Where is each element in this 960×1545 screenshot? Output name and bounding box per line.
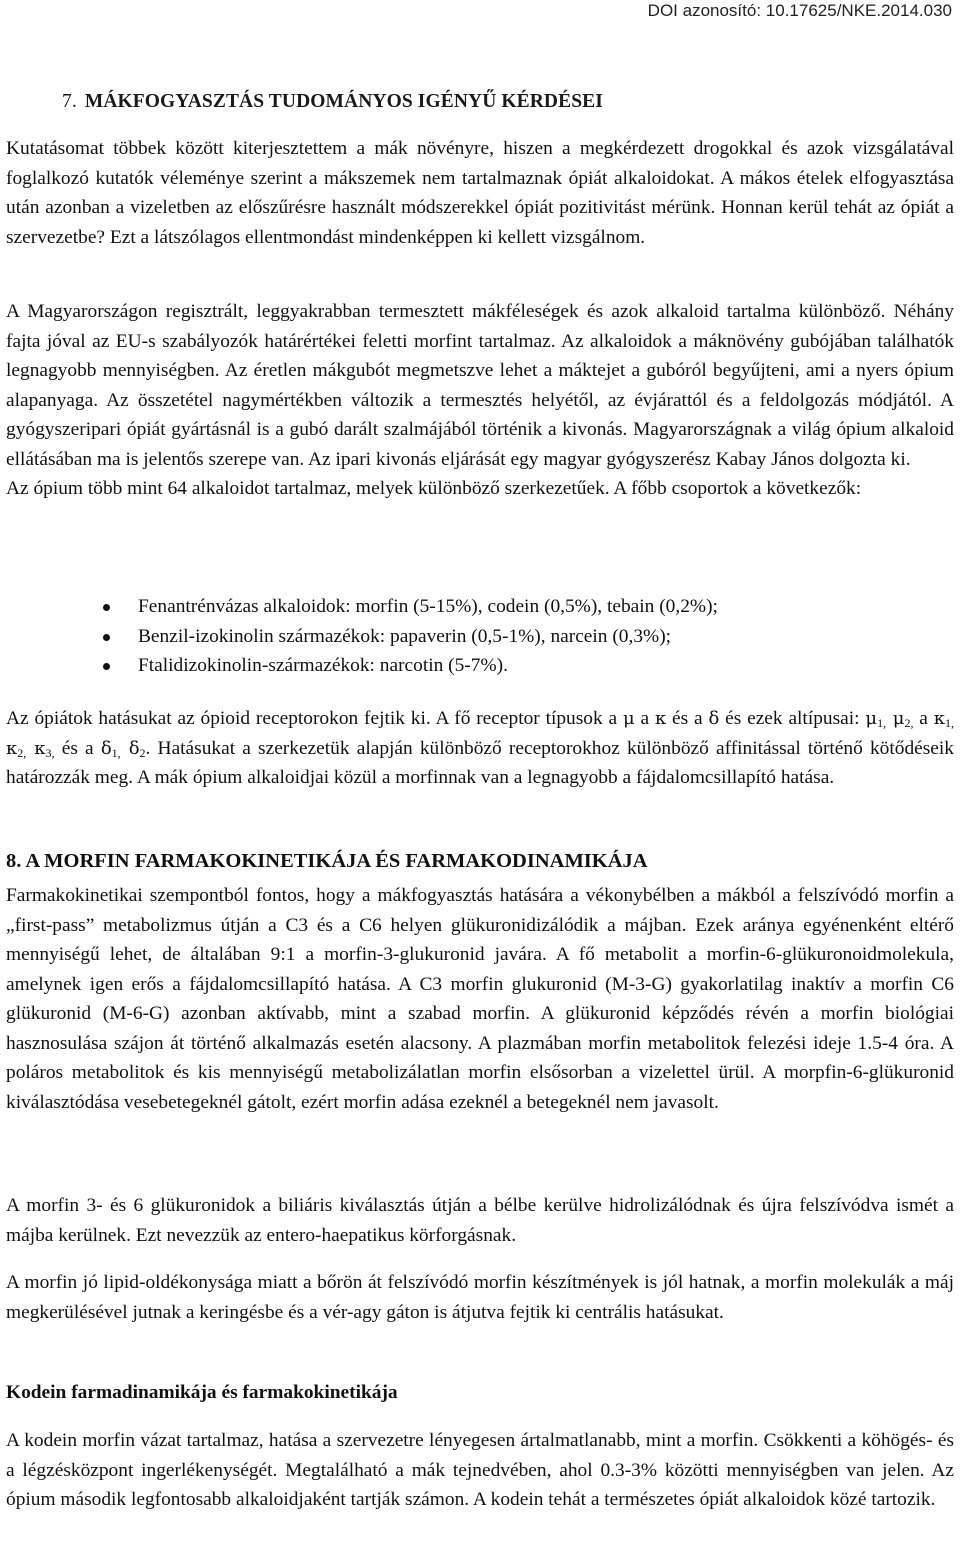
section-8-paragraph-2: A morfin 3- és 6 glükuronidok a biliáris kiválasztás útján a bélbe kerülve hidrolizálódnak és újra felszívódva ismét a májba kerülnek. Ezt nevezzük az entero-haepatikus körforgásnak. <box>6 1195 954 1246</box>
alkaloid-group-list <box>6 592 954 681</box>
section-7-paragraph-2-block <box>6 297 954 504</box>
section-8-heading-block <box>6 848 954 874</box>
section-8-paragraph-3: A morfin jó lipid-oldékonysága miatt a bőrön át felszívódó morfin készítmények is jól hatnak, a morfin molekulák a máj megkerülésével jutnak a keringésbe és a vér-agy gáton is átjutva fejtik ki centrális hatásukat. <box>6 1272 954 1323</box>
delta-symbol: δ <box>708 708 720 729</box>
section-7-paragraph-1-block <box>6 134 954 252</box>
kodein-subtitle-block <box>6 1380 954 1406</box>
section-8-paragraph-1-block <box>6 881 954 1117</box>
list-item: Benzil-izokinolin származékok: papaverin (0,5-1%), narcein (0,3%); <box>6 622 954 652</box>
section-8-paragraph-1: Farmakokinetikai szempontból fontos, hogy a mákfogyasztás hatására a vékonybélben a mákból a felszívódó morfin a „first-pass” metabolizmus útján a C3 és a C6 helyen glükuronidizálódik a májban. Ezek aránya egyénenként eltérő mennyiségű lehet, de általában 9:1 a morfin-3-glukuronid javára. A fő metabolit a morfin-6-glükuronoidmolekula, amelynek igen erős a fájdalomcsillapító hatása. A C3 morfin glukuronid (M-3-G) gyakorlatilag inaktív a morfin C6 glükuronid (M-6-G) azonban aktívabb, mint a szabad morfin. A glükuronid képződés révén a morfin biológiai hasznosulása szájon át történő alkalmazás esetén alacsony. A plazmában morfin metabolitok felezési ideje 1.5-4 óra. A poláros metabolitok és kis mennyiségű metabolizálatlan morfin elsősorban a vizelettel ürül. A morpfin-6-glükuronid kiválasztódása vesebetegeknél gátolt, ezért morfin adása ezeknél a betegeknél nem javasolt. <box>6 885 954 1113</box>
bullet-icon <box>103 663 110 670</box>
kappa-symbol: κ <box>654 708 667 729</box>
section-7-paragraph-2: A Magyarországon regisztrált, leggyakrabban termesztett mákféleségek és azok alkaloid tartalma különböző. Néhány fajta jóval az EU-s szabályozók határértékei feletti morfint tartalmaz. Az alkaloidok a máknövény gubójában találhatók legnagyobb mennyiségben. Az éretlen mákgubót megmetszve lehet a máktejet a gubóról begyűjteni, ami a nyers ópium alapanyaga. Az összetétel nagymértékben változik a termesztés helyétől, az évjárattól és a feldolgozás módjától. A gyógyszeripari ópiát gyártásnál is a gubó darált szalmájából történik a kivonás. Magyarországnak a világ ópium alkaloid ellátásában ma is jelentős szerepe van. Az ipari kivonás eljárását egy magyar gyógyszerész Kabay János dolgozta ki. <box>6 301 954 470</box>
section-7-number: 7. <box>62 91 77 112</box>
kodein-subtitle: Kodein farmadinamikája és farmakokinetikája <box>6 1382 398 1403</box>
section-7-paragraph-4-block <box>6 704 954 793</box>
list-item: Fenantrénvázas alkaloidok: morfin (5-15%), codein (0,5%), tebain (0,2%); <box>6 592 954 622</box>
bullet-icon <box>103 604 110 611</box>
section-7-paragraph-1: Kutatásomat többek között kiterjesztettem a mák növényre, hiszen a megkérdezett drogokkal és azok vizsgálatával foglalkozó kutatók véleménye szerint a mákszemek nem tartalmaznak ópiát alkaloidokat. A mákos ételek elfogyasztása után azonban a vizeletben az előszűrésre használt módszerekkel ópiát pozitivitást mérünk. Honnan kerül tehát az ópiát a szervezetbe? Ezt a látszólagos ellentmondást mindenképpen ki kellett vizsgálnom. <box>6 138 954 248</box>
section-8-paragraph-2-block <box>6 1191 954 1250</box>
section-8-paragraph-4: A kodein morfin vázat tartalmaz, hatása a szervezetre lényegesen ártalmatlanabb, mint a morfin. Csökkenti a köhögés- és a légzésközpont ingerlékenységét. Megtalálható a mák tejnedvében, ahol 0.3-3% közötti mennyiségben van jelen. Az ópium második legfontosabb alkaloidjaként tartják számon. A kodein tehát a természetes ópiát alkaloidok közé tartozik. <box>6 1430 954 1510</box>
section-7-paragraph-3: Az ópium több mint 64 alkaloidot tartalmaz, melyek különböző szerkezetűek. A főbb csoportok a következők: <box>6 478 862 499</box>
section-8-heading: 8. A MORFIN FARMAKOKINETIKÁJA ÉS FARMAKODINAMIKÁJA <box>6 850 648 872</box>
section-8-paragraph-4-block <box>6 1426 954 1515</box>
doi-header: DOI azonosító: 10.17625/NKE.2014.030 <box>647 1 952 20</box>
section-7-paragraph-4: Az ópiátok hatásukat az ópioid receptorokon fejtik ki. A fő receptor típusok a μ a κ és a δ és ezek altípusai: $\mu_{1,}$ $\mu_{2,}$ a $\kappa_{1,}$ $\kappa_{2,}$ $\kappa_{3,}$ és a $\delta_{1,}$ $\delta_2$. Hatásukat a szerkezetük alapján különböző receptorokhoz különböző affinitással történő kötődéseik határozzák meg. A mák ópium alkaloidjai közül a morfinnak van a legnagyobb a fájdalomcsillapító hatása. <box>6 708 954 788</box>
list-item: Ftalidizokinolin-származékok: narcotin (5-7%). <box>6 651 954 681</box>
section-7-heading <box>62 90 603 114</box>
section-7-title: MÁKFOGYASZTÁS TUDOMÁNYOS IGÉNYŰ KÉRDÉSEI <box>84 91 603 112</box>
mu-symbol: μ <box>622 708 635 729</box>
section-8-paragraph-3-block <box>6 1268 954 1327</box>
alkaloid-group-list-block <box>6 592 954 681</box>
bullet-icon <box>103 634 110 641</box>
